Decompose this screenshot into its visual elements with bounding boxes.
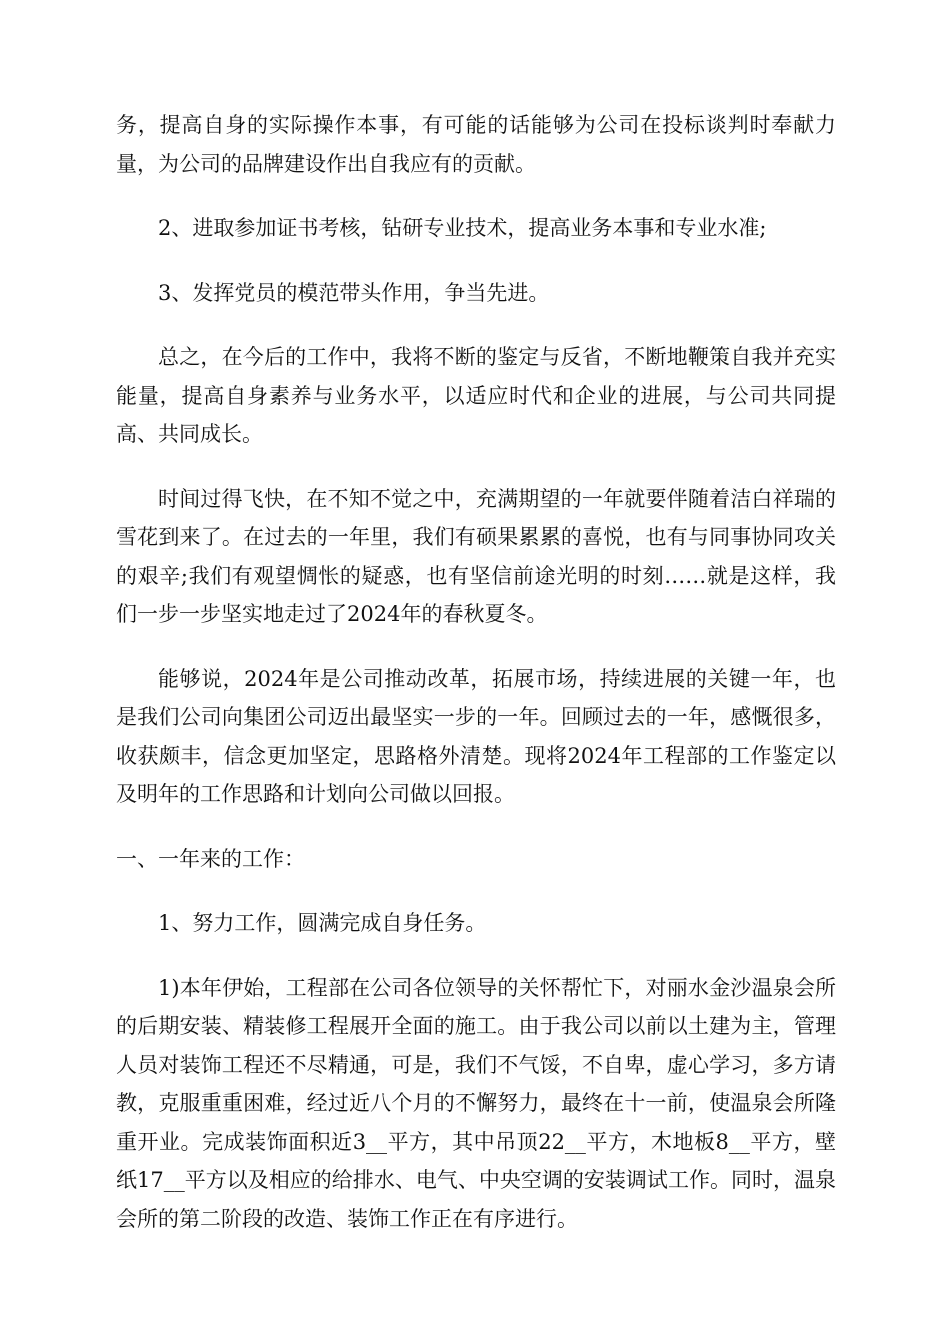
paragraph-year-intro: 能够说，2024年是公司推动改革，拓展市场，持续进展的关键一年，也是我们公司向集团公司迈出最坚实一步的一年。回顾过去的一年，感慨很多，收获颇丰，信念更加坚定，思路格外清楚。现将2024年工程部的工作鉴定以及明年的工作思路和计划向公司做以回报。 <box>116 666 836 806</box>
paragraph-time-review: 时间过得飞快，在不知不觉之中，充满期望的一年就要伴随着洁白祥瑞的雪花到来了。在过去的一年里，我们有硕果累累的喜悦，也有与同事协同攻关的艰辛;我们有观望惆怅的疑惑，也有坚信前途光明的时刻……就是这样，我们一步一步坚实地走过了2024年的春秋夏冬。 <box>116 486 836 626</box>
document-body <box>116 106 836 1264</box>
paragraph-item-2: 2、进取参加证书考核，钻研专业技术，提高业务本事和专业水准; <box>158 216 767 240</box>
paragraph-summary: 总之，在今后的工作中，我将不断的鉴定与反省，不断地鞭策自我并充实能量，提高自身素养与业务水平，以适应时代和企业的进展，与公司共同提高、共同成长。 <box>116 345 836 446</box>
paragraph-work-detail: 1)本年伊始，工程部在公司各位领导的关怀帮忙下，对丽水金沙温泉会所的后期安装、精装修工程展开全面的施工。由于我公司以前以土建为主，管理人员对装饰工程还不尽精通，可是，我们不气馁，不自卑，虚心学习，多方请教，克服重重困难，经过近八个月的不懈努力，最终在十一前，使温泉会所隆重开业。完成装饰面积近3__平方，其中吊顶22__平方，木地板8__平方，壁纸17__平方以及相应的给排水、电气、中央空调的安装调试工作。同时，温泉会所的第二阶段的改造、装饰工作正在有序进行。 <box>116 975 836 1231</box>
subsection-heading: 1、努力工作，圆满完成自身任务。 <box>158 911 487 935</box>
paragraph-continuation: 务，提高自身的实际操作本事，有可能的话能够为公司在投标谈判时奉献力量，为公司的品牌建设作出自我应有的贡献。 <box>116 113 836 176</box>
paragraph-item-3: 3、发挥党员的模范带头作用，争当先进。 <box>158 280 550 305</box>
section-heading: 一、一年来的工作： <box>116 846 305 871</box>
